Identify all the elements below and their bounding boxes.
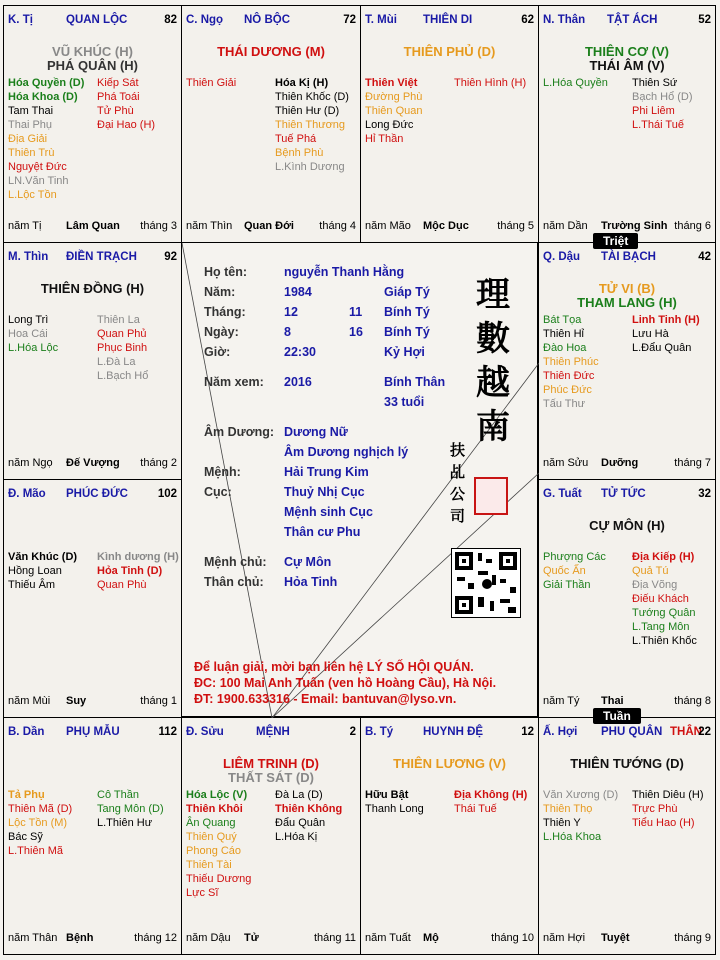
am-duong-note: Âm Dương nghịch lý bbox=[284, 445, 409, 459]
palace-branch: C. Ngọ bbox=[186, 14, 224, 26]
left-stars: Hóa Quyền (D) Hóa Khoa (D) Tam Thai Thai Phụ Địa Giải Thiên Trù Nguyệt Đức LN.Văn Tinh L.Lộc Tồn bbox=[8, 77, 85, 201]
palace-branch: Ấ. Hợi bbox=[543, 726, 578, 738]
main-star: THAM LANG (H) bbox=[577, 295, 677, 310]
main-star: THIÊN ĐỒNG (H) bbox=[40, 281, 145, 296]
right-stars: Thiên Diêu (H) Trực Phù Tiểu Hao (H) bbox=[632, 789, 704, 829]
palace-ti[interactable] bbox=[3, 5, 182, 243]
ngay-can-chi: Bính Tý bbox=[384, 325, 430, 339]
palace-number: 32 bbox=[698, 488, 711, 500]
palace-name: THIÊN DI bbox=[423, 14, 473, 26]
than-chu-value: Hỏa Tinh bbox=[284, 575, 338, 589]
cuc-label: Cục: bbox=[204, 485, 232, 499]
palace-number: 22 bbox=[698, 726, 711, 738]
menh-chu-label: Mệnh chủ: bbox=[204, 555, 267, 569]
palace-footer: năm Mùi Suy tháng 1 bbox=[8, 695, 177, 707]
contact-line: Để luận giải, mời bạn liên hệ LÝ SỐ HỘI QUÁN. bbox=[194, 660, 474, 674]
menh-chu-value: Cự Môn bbox=[284, 555, 332, 569]
palace-number: 92 bbox=[164, 251, 177, 263]
left-stars: Thiên Giải bbox=[186, 77, 237, 89]
main-star: THẤT SÁT (D) bbox=[228, 770, 314, 785]
palace-dau[interactable] bbox=[538, 242, 716, 480]
palace-footer: năm Dậu Tử tháng 11 bbox=[186, 932, 356, 944]
main-star: THÁI DƯƠNG (M) bbox=[217, 44, 325, 59]
gio-can-chi: Kỷ Hợi bbox=[384, 345, 425, 359]
palace-name: MỆNH bbox=[256, 726, 290, 738]
than-marker: THÂN bbox=[670, 726, 702, 738]
palace-number: 112 bbox=[158, 726, 177, 738]
palace-name: ĐIỀN TRẠCH bbox=[66, 251, 137, 263]
left-stars: Văn Khúc (D) Hồng Loan Thiếu Âm bbox=[8, 551, 78, 591]
than-chu-label: Thân chủ: bbox=[204, 575, 264, 589]
gio-value: 22:30 bbox=[284, 345, 316, 359]
ho-ten-label: Họ tên: bbox=[204, 265, 248, 279]
palace-thin[interactable] bbox=[3, 242, 182, 480]
left-stars: Phượng Các Quốc Ấn Giải Thần bbox=[543, 551, 606, 591]
palace-number: 12 bbox=[521, 726, 534, 738]
palace-ngo[interactable] bbox=[181, 5, 361, 243]
contact-block bbox=[194, 659, 496, 707]
left-stars: L.Hóa Quyền bbox=[543, 77, 608, 89]
palace-branch: Q. Dậu bbox=[543, 251, 581, 263]
palace-footer: năm Thân Bệnh tháng 12 bbox=[8, 932, 177, 944]
nam-xem-label: Năm xem: bbox=[204, 375, 264, 389]
main-star: VŨ KHÚC (H) bbox=[52, 44, 133, 59]
tuoi: 33 tuổi bbox=[384, 395, 425, 409]
palace-branch: M. Thìn bbox=[8, 251, 49, 263]
right-stars: Kình dương (H) Hỏa Tinh (D) Quan Phù bbox=[97, 551, 179, 591]
palace-number: 2 bbox=[349, 726, 356, 738]
right-stars: Thiên Hình (H) bbox=[454, 77, 527, 89]
palace-branch: G. Tuất bbox=[543, 488, 582, 500]
palace-mao[interactable] bbox=[3, 479, 182, 718]
palace-than[interactable] bbox=[538, 5, 716, 243]
main-star: THIÊN CƠ (V) bbox=[584, 44, 670, 59]
palace-branch: T. Mùi bbox=[365, 14, 397, 26]
palace-hoi[interactable] bbox=[538, 717, 716, 955]
menh-label: Mệnh: bbox=[204, 465, 241, 479]
gio-label: Giờ: bbox=[204, 345, 231, 359]
right-stars: Cô Thần Tang Môn (D) L.Thiên Hư bbox=[97, 789, 164, 829]
main-star: PHÁ QUÂN (H) bbox=[47, 58, 138, 73]
palace-name: TÀI BẠCH bbox=[601, 251, 656, 263]
main-star: THIÊN LƯƠNG (V) bbox=[393, 756, 506, 771]
cuc-value: Thuỷ Nhị Cục bbox=[284, 485, 365, 499]
left-stars: Hữu Bật Thanh Long bbox=[365, 789, 424, 815]
right-stars: Địa Không (H) Thái Tuế bbox=[454, 789, 528, 815]
thang-value: 12 bbox=[284, 305, 298, 319]
tuan-tag: Tuần bbox=[593, 708, 641, 724]
left-stars: Long Trì Hoa Cái L.Hóa Lộc bbox=[8, 314, 59, 354]
nam-can-chi: Giáp Tý bbox=[384, 285, 430, 299]
ngay-value: 8 bbox=[284, 325, 291, 339]
palace-name: PHÚC ĐỨC bbox=[66, 488, 128, 500]
palace-number: 42 bbox=[698, 251, 711, 263]
palace-footer: năm Tuất Mộ tháng 10 bbox=[365, 932, 534, 944]
palace-number: 82 bbox=[164, 14, 177, 26]
nam-label: Năm: bbox=[204, 285, 236, 299]
red-seal-stamp bbox=[474, 477, 508, 515]
right-stars: Hóa Kị (H) Thiên Khốc (D) Thiên Hư (D) Thiên Thương Tuế Phá Bệnh Phù L.Kình Dương bbox=[275, 77, 349, 173]
palace-footer: năm Tị Lâm Quan tháng 3 bbox=[8, 220, 177, 232]
palace-footer: năm Ngọ Đế Vượng tháng 2 bbox=[8, 457, 177, 469]
left-stars: Thiên Việt Đường Phù Thiên Quan Long Đức Hỉ Thần bbox=[365, 77, 423, 145]
am-duong-value: Dương Nữ bbox=[284, 425, 348, 439]
palace-ty[interactable] bbox=[360, 717, 539, 955]
right-stars: Thiên La Quan Phủ Phục Binh L.Đà La L.Bạch Hổ bbox=[97, 314, 149, 382]
palace-suu[interactable] bbox=[181, 717, 361, 955]
left-stars: Tả Phụ Thiên Mã (D) Lộc Tồn (M) Bác Sỹ L.Thiên Mã bbox=[8, 789, 73, 857]
thang-label: Tháng: bbox=[204, 305, 246, 319]
palace-branch: K. Tị bbox=[8, 14, 33, 26]
palace-footer: năm Tý Thai tháng 8 bbox=[543, 695, 711, 707]
palace-branch: B. Tý bbox=[365, 726, 394, 738]
left-stars: Hóa Lộc (V) Thiên Khôi Ân Quang Thiên Quý Phong Cáo Thiên Tài Thiếu Dương Lực Sĩ bbox=[186, 789, 252, 899]
than-cu-note: Thân cư Phu bbox=[284, 525, 361, 539]
palace-footer: năm Sửu Dưỡng tháng 7 bbox=[543, 457, 711, 469]
seal-side-text: 扶 乩 公 司 bbox=[450, 441, 466, 525]
main-star: THÁI ÂM (V) bbox=[589, 58, 665, 73]
main-star: THIÊN PHỦ (D) bbox=[403, 44, 496, 59]
nam-value: 1984 bbox=[284, 285, 312, 299]
right-stars: Thiên Sứ Bạch Hổ (D) Phi Liêm L.Thái Tuế bbox=[632, 77, 693, 131]
palace-number: 52 bbox=[698, 14, 711, 26]
cuc-note: Mệnh sinh Cục bbox=[284, 505, 373, 519]
thang-can-chi: Bính Tý bbox=[384, 305, 430, 319]
right-stars: Kiếp Sát Phá Toái Tử Phù Đại Hao (H) bbox=[97, 77, 156, 131]
palace-name: PHU QUÂN bbox=[601, 726, 663, 738]
thang-am: 11 bbox=[349, 305, 363, 319]
right-stars: Địa Kiếp (H) Quả Tú Địa Võng Điếu Khách Tướng Quân L.Tang Môn L.Thiên Khốc bbox=[632, 551, 697, 647]
palace-tuat[interactable] bbox=[538, 479, 716, 718]
palace-footer: năm Hợi Tuyệt tháng 9 bbox=[543, 932, 711, 944]
nam-xem-can-chi: Bính Thân bbox=[384, 375, 446, 389]
ho-ten-value: nguyễn Thanh Hằng bbox=[284, 265, 405, 279]
palace-mui[interactable] bbox=[360, 5, 539, 243]
palace-branch: Đ. Mão bbox=[8, 488, 46, 500]
palace-number: 72 bbox=[343, 14, 356, 26]
main-star: CỰ MÔN (H) bbox=[589, 518, 665, 533]
palace-name: HUYNH ĐỆ bbox=[423, 726, 484, 738]
am-duong-label: Âm Dương: bbox=[204, 425, 275, 439]
qr-code[interactable] bbox=[451, 548, 521, 618]
triet-tag: Triệt bbox=[593, 233, 638, 249]
left-stars: Bát Tọa Thiên Hỉ Đào Hoa Thiên Phúc Thiên Đức Phúc Đức Tấu Thư bbox=[543, 314, 599, 410]
palace-name: NÔ BỘC bbox=[244, 14, 290, 26]
palace-name: PHỤ MẪU bbox=[66, 726, 120, 738]
palace-name: TỬ TỨC bbox=[601, 488, 646, 500]
contact-address: ĐC: 100 Mai Anh Tuấn (ven hồ Hoàng Cầu), Hà Nội. bbox=[194, 676, 497, 690]
palace-branch: N. Thân bbox=[543, 14, 586, 26]
main-star: THIÊN TƯỚNG (D) bbox=[570, 756, 684, 771]
menh-value: Hải Trung Kim bbox=[284, 465, 369, 479]
nam-xem-value: 2016 bbox=[284, 375, 312, 389]
palace-number: 102 bbox=[157, 488, 177, 500]
palace-footer: năm Mão Mộc Dục tháng 5 bbox=[365, 220, 534, 232]
main-star: TỬ VI (B) bbox=[598, 281, 656, 296]
calligraphy-logo: 理 數 越 南 bbox=[476, 275, 510, 447]
ngay-label: Ngày: bbox=[204, 325, 239, 339]
center-info-panel bbox=[181, 242, 538, 717]
ngay-am: 16 bbox=[349, 325, 363, 339]
palace-name: QUAN LỘC bbox=[66, 14, 128, 26]
main-star: LIÊM TRINH (D) bbox=[222, 756, 320, 771]
palace-branch: Đ. Sửu bbox=[186, 726, 224, 738]
palace-number: 62 bbox=[521, 14, 534, 26]
left-stars: Văn Xương (D) Thiên Thọ Thiên Y L.Hóa Khoa bbox=[543, 789, 619, 843]
palace-name: TẬT ÁCH bbox=[607, 14, 658, 26]
contact-phone-email[interactable]: ĐT: 1900.633316 - Email: bantuvan@lyso.vn. bbox=[194, 692, 457, 706]
right-stars: Đà La (D) Thiên Không Đẩu Quân L.Hóa Kị bbox=[275, 789, 343, 843]
palace-dan[interactable] bbox=[3, 717, 182, 955]
palace-footer: năm Dần Trường Sinh tháng 6 bbox=[543, 220, 711, 232]
palace-footer: năm Thìn Quan Đới tháng 4 bbox=[186, 220, 356, 232]
palace-branch: B. Dần bbox=[8, 726, 45, 738]
right-stars: Linh Tinh (H) Lưu Hà L.Đẩu Quân bbox=[632, 314, 700, 354]
